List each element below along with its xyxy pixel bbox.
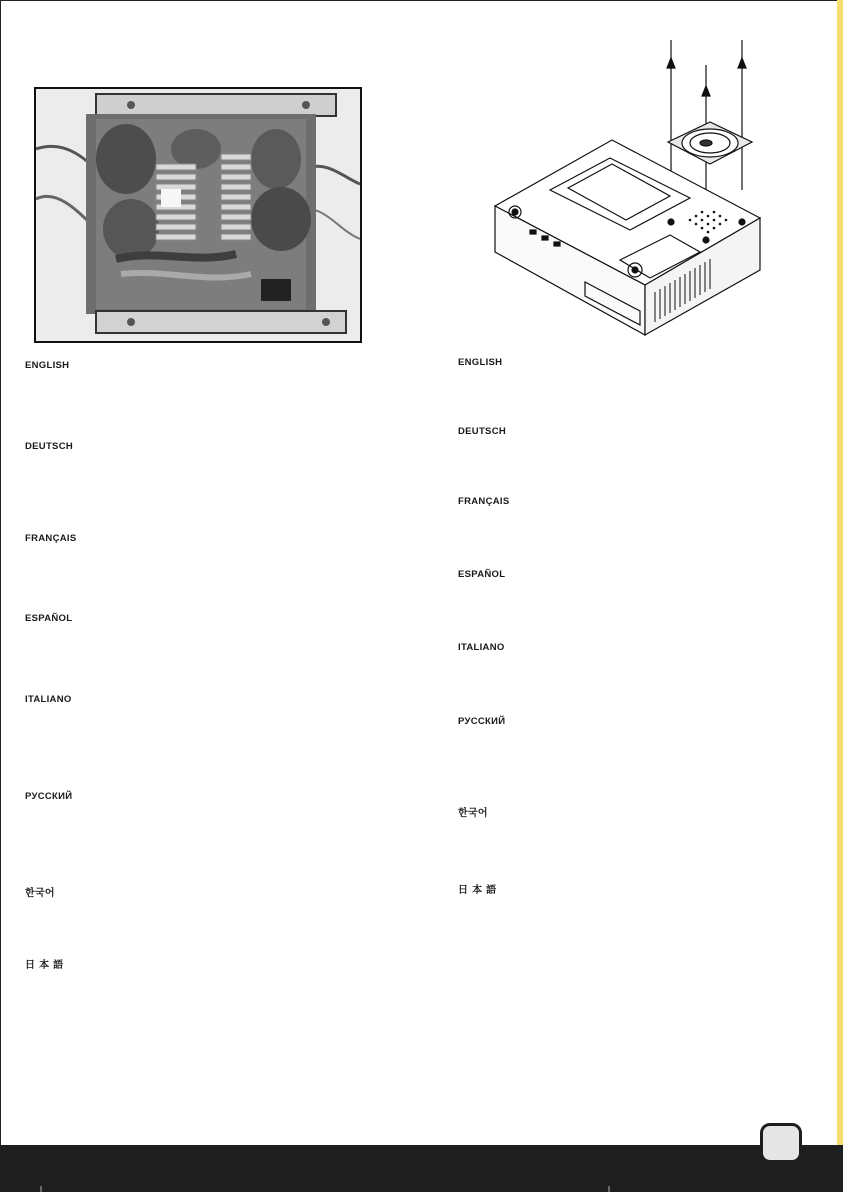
footer-bar [0,1145,843,1192]
dusty-psu-photo [34,87,362,343]
accent-strip [837,0,843,1145]
crop-mark [608,1186,610,1192]
right-label-deutsch: DEUTSCH [458,426,507,437]
left-label-francais: FRANÇAIS [25,533,77,544]
fan-removal-diagram [490,30,770,340]
page-number-badge [760,1123,802,1163]
right-label-korean: 한국어 [458,808,488,819]
right-label-francais: FRANÇAIS [458,496,510,507]
crop-mark [40,1186,42,1192]
left-label-russian: РУССКИЙ [25,791,73,802]
left-label-italiano: ITALIANO [25,694,72,705]
left-label-english: ENGLISH [25,360,70,371]
left-label-espanol: ESPAÑOL [25,613,73,624]
left-label-japanese: 日 本 語 [25,960,64,971]
right-label-english: ENGLISH [458,357,503,368]
right-label-japanese: 日 本 語 [458,885,497,896]
right-label-italiano: ITALIANO [458,642,505,653]
psu-photo-image [36,89,360,341]
case-fan-drawing [490,30,770,340]
right-label-russian: РУССКИЙ [458,716,506,727]
left-label-deutsch: DEUTSCH [25,441,74,452]
right-label-espanol: ESPAÑOL [458,569,506,580]
left-label-korean: 한국어 [25,888,55,899]
